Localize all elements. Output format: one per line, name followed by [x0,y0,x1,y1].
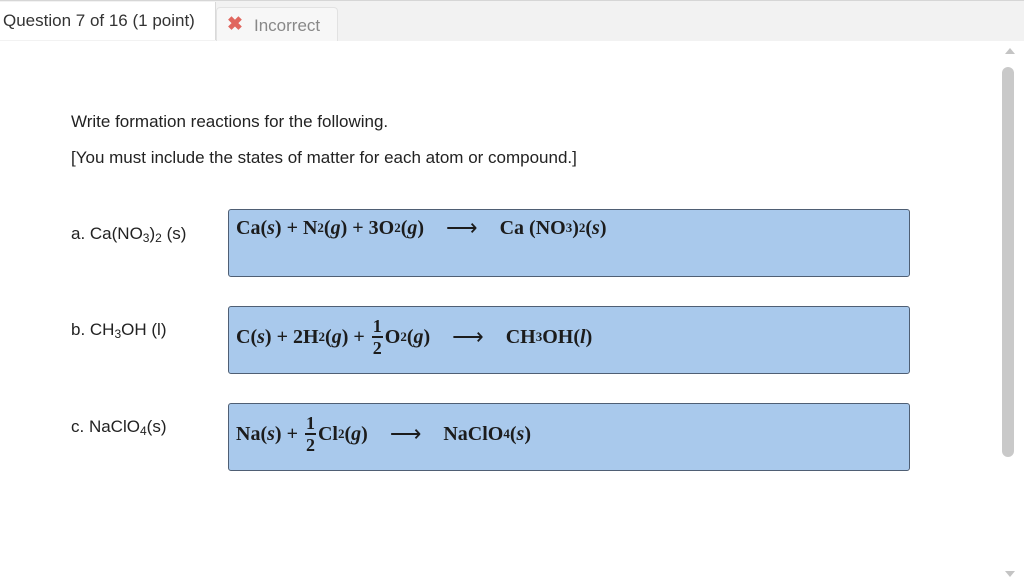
status-tab[interactable] [216,7,338,42]
question-tab[interactable] [0,2,216,40]
status-text: Incorrect [254,16,321,35]
close-x-icon: ✖ [227,14,243,35]
item-c-label: c. NaClO$_4$(s) [71,417,167,438]
answer-equation-b: C( s ) + 2H 2 ( g ) + $\frac{1}{2}$ O 2 ( g ) ⟶ CH 3 OH( l ) [236,316,593,358]
instruction-line-2: [You must include the states of matter for each atom or compound.] [71,148,577,167]
question-label: Question 7 of 16 (1 point) [3,11,195,30]
answer-box-a[interactable] [228,209,910,277]
answer-equation-c: Na( s ) + $\frac{1}{2}$ Cl 2 ( g ) ⟶ NaClO 4 ( s ) [236,413,531,455]
question-header-bar [0,0,1024,41]
answer-box-c[interactable] [228,403,910,471]
answer-box-b[interactable] [228,306,910,374]
item-a-label: a. $Ca(NO_3)_2$ (s) [71,224,187,245]
answer-equation-a: Ca( s ) + N 2 ( g ) + 3O 2 ( g ) ⟶ Ca (NO 3 ) 2 ( s ) [236,215,607,240]
scroll-thumb[interactable] [1002,67,1014,457]
question-content [0,41,1000,579]
scroll-down-arrow-icon[interactable] [1005,571,1015,577]
scroll-up-arrow-icon[interactable] [1005,48,1015,54]
item-b-label: b. $CH_3OH$ (l) [71,320,167,341]
vertical-scrollbar[interactable] [1000,41,1024,579]
instruction-line-1: Write formation reactions for the following. [71,112,389,131]
